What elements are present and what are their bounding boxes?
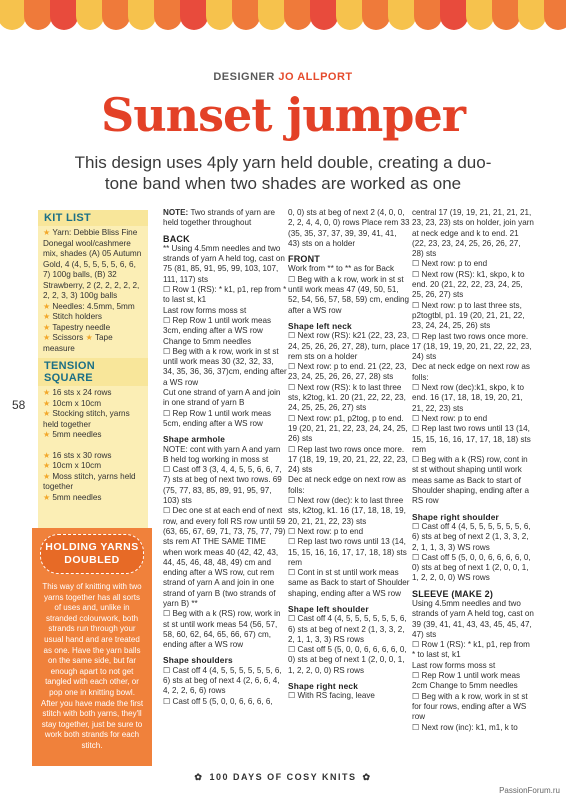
designer-credit bbox=[0, 71, 566, 83]
instruction-text: NOTE: cont with yarn A and yarn B held tog working in moss st bbox=[163, 444, 281, 464]
tension-item: ★ Moss stitch, yarns held together bbox=[43, 471, 136, 491]
instruction-text: ☐ Cast off 5 (5, 0, 0, 6, 6, 6, 6, 0, 0) sts at beg of next 1 (2, 0, 0, 1, 1, 2, 2, 0, 0) WS rows bbox=[412, 552, 531, 583]
scallop bbox=[362, 0, 390, 30]
instruction-text: ☐ Cast off 4 (4, 5, 5, 5, 5, 5, 5, 6, 6) sts at beg of next 2 (1, 3, 3, 2, 2, 1, 1, 3, 3) RS rows bbox=[288, 614, 407, 644]
instruction-text: ☐ Beg with a k row, work in st st for four rows, ending after a WS row bbox=[412, 691, 528, 722]
scallop bbox=[492, 0, 520, 30]
section-heading: FRONT bbox=[288, 254, 320, 265]
scallop-border bbox=[0, 0, 566, 38]
scallop bbox=[544, 0, 566, 30]
section-heading: Shape right neck bbox=[288, 681, 359, 692]
kit-list-heading: KIT LIST bbox=[38, 210, 148, 226]
watermark: PassionForum.ru bbox=[499, 786, 560, 795]
section-heading: SLEEVE (MAKE 2) bbox=[412, 588, 494, 599]
scallop bbox=[154, 0, 182, 30]
instruction-text: Dec at neck edge on next row as folls: bbox=[412, 362, 530, 382]
instruction-text: ☐ Cast off 5 (5, 0, 0, 6, 6, 6, 6, 0, 0) sts at beg of next 1 (2, 0, 0, 1, 1, 2, 2, 0, 0) RS rows bbox=[288, 645, 407, 675]
star-icon: ★ bbox=[43, 461, 51, 470]
tension-list bbox=[38, 386, 148, 507]
scallop bbox=[102, 0, 130, 30]
scallop bbox=[388, 0, 416, 30]
instruction-text: ☐ Next row: p1, p2tog, p to end. 19 (20, 21, 21, 22, 23, 24, 24, 25, 26) sts bbox=[288, 413, 408, 444]
section-heading: Shape left shoulder bbox=[288, 603, 369, 614]
instruction-text: ☐ Next row (RS): k1, skpo, k to end. 20 (21, 22, 22, 23, 24, 25, 25, 26, 27) sts bbox=[412, 269, 525, 300]
star-icon: ★ bbox=[43, 471, 51, 481]
flower-icon: ✿ bbox=[194, 772, 204, 782]
star-icon: ★ bbox=[43, 409, 51, 418]
star-icon: ★ bbox=[43, 398, 51, 408]
star-icon: ★ bbox=[43, 312, 51, 321]
instruction-text: Work from ** to ** as for Back bbox=[288, 264, 395, 274]
instruction-text: Using 4.5mm needles and two strands of yarn A held tog, cast on 39 (39, 41, 41, 43, 43, 45, 45, 47, 47) sts bbox=[412, 598, 534, 639]
instruction-text: ☐ Next row (RS): k21 (22, 23, 23, 24, 25, 26, 26, 27, 28), turn, place rem sts on a holder bbox=[288, 331, 410, 361]
designer-label: DESIGNER bbox=[213, 71, 275, 83]
star-icon: ★ bbox=[85, 333, 93, 342]
scallop bbox=[466, 0, 494, 30]
section-heading: Shape armhole bbox=[163, 434, 226, 445]
instruction-text: ☐ Beg with a k row, work in st st until work meas 47 (49, 50, 51, 52, 54, 56, 57, 58, 59) cm, ending after a WS row bbox=[288, 274, 410, 315]
instruction-text: ☐ Cont in st st until work meas same as Back to start of Shoulder shaping, ending after a WS row bbox=[288, 568, 410, 598]
instruction-text: ☐ Row 1 (RS): * k1, p1, rep from * to last st, k1 bbox=[412, 640, 530, 660]
star-icon: ★ bbox=[43, 301, 51, 311]
star-icon: ★ bbox=[43, 322, 51, 332]
star-icon: ★ bbox=[43, 333, 51, 342]
instruction-text: ☐ Next row: p to end bbox=[412, 413, 488, 423]
scallop bbox=[0, 0, 26, 30]
page-footer: ✿ 100 DAYS OF COSY KNITS ✿ bbox=[194, 772, 372, 782]
instruction-text: 0, 0) sts at beg of next 2 (4, 0, 0, 2, 2, 4, 4, 0, 0) rows Place rem 33 (35, 35, 37, 37, 39, 39, 41, 41, 43) sts on a holder bbox=[288, 208, 410, 248]
flower-icon: ✿ bbox=[362, 772, 372, 782]
star-icon: ★ bbox=[43, 492, 51, 502]
instruction-text: ☐ Rep Row 1 until work meas 5cm, ending after a WS row bbox=[163, 408, 272, 428]
instruction-text: ☐ Cast off 3 (3, 4, 4, 5, 5, 6, 6, 7, 7) sts at beg of next two rows. 69 (75, 77, 83, 85, 89, 91, 95, 97, 103) sts bbox=[163, 465, 282, 506]
instruction-text: ☐ Cast off 4 (4, 5, 5, 5, 5, 5, 5, 6, 6) sts at beg of next 4 (2, 6, 6, 4, 4, 2, 2, 6, 6) rows bbox=[163, 665, 282, 696]
instruction-text: central 17 (19, 19, 21, 21, 21, 21, 23, 23, 23) sts on holder, join yarn at neck edge and k to end. 21 (22, 23, 23, 24, 25, 26, 26, 27, 28) sts bbox=[412, 208, 534, 259]
instruction-text: ** Using 4.5mm needles and two strands of yarn A held tog, cast on 75 (81, 85, 91, 95, 99, 103, 107, 111, 117) sts bbox=[163, 243, 285, 284]
instruction-text: ☐ Cast off 4 (4, 5, 5, 5, 5, 5, 5, 6, 6) sts at beg of next 2 (1, 3, 3, 2, 2, 1, 1, 3, 3) WS rows bbox=[412, 521, 531, 552]
holding-yarns-text: This way of knitting with two yarns together has all sorts of uses and, unlike in stranded colourwork, both strands run through your usual hand and are treated as one. Have the yarn balls on the same side, but far enough apart to not get tangled with each other, or pop one in knitting bowl. After you have made the first stitch with both yarns, they'll stay together, just be sure to work both strands for each stitch. bbox=[40, 582, 144, 750]
star-icon: ★ bbox=[43, 450, 51, 460]
kit-item: ★ Needles: 4.5mm, 5mm bbox=[43, 301, 135, 311]
tension-item: ★ Stocking stitch, yarns held together bbox=[43, 409, 130, 429]
note-label: NOTE: bbox=[163, 208, 189, 217]
holding-yarns-heading: HOLDING YARNS DOUBLED bbox=[40, 534, 144, 574]
instruction-text: ☐ Rep last two rows until 13 (14, 15, 15, 16, 16, 17, 17, 18, 18) sts rem bbox=[288, 537, 407, 567]
instruction-text: Last row forms moss st bbox=[412, 660, 496, 670]
star-icon: ★ bbox=[43, 388, 51, 397]
scallop bbox=[50, 0, 78, 30]
instruction-text: ☐ Rep Row 1 until work meas 2cm Change to 5mm needles bbox=[412, 671, 521, 691]
scallop bbox=[284, 0, 312, 30]
instruction-text: ☐ Next row (RS): k to last three sts, k2tog, k1. 20 (21, 22, 22, 23, 24, 25, 25, 26, 27) sts bbox=[288, 382, 406, 413]
page-subtitle: This design uses 4ply yarn held double, creating a duo-tone band when two shades are worked as one bbox=[74, 153, 492, 193]
page-title: Sunset jumper bbox=[101, 88, 465, 142]
star-icon: ★ bbox=[43, 430, 51, 439]
pattern-column-1 bbox=[163, 208, 287, 707]
instruction-text: ☐ Beg with a k row, work in st st until work meas 30 (32, 32, 33, 34, 35, 36, 36, 37)cm, ending after a WS row bbox=[163, 346, 287, 387]
kit-item: ★ Stitch holders bbox=[43, 312, 102, 321]
scallop bbox=[24, 0, 52, 30]
instruction-text: ☐ Dec one st at each end of next row, and every foll RS row until 59 (63, 65, 67, 69, 71, 73, 75, 77, 79) sts rem AT THE SAME TIME when work meas 40 (42, 42, 43, 44, 45, 46, 48, 48, 49) cm and ending after a WS row, cut rem strand of yarn A and join in one strand of yarn B (two strands of yarn B) ** bbox=[163, 506, 286, 608]
scallop bbox=[206, 0, 234, 30]
scallop bbox=[258, 0, 286, 30]
tension-item: ★ 16 sts x 30 rows bbox=[43, 450, 112, 460]
kit-item: ★ Scissors ★ Tape measure bbox=[43, 333, 113, 353]
tension-item: ★ 10cm x 10cm bbox=[43, 461, 102, 470]
tension-item: ★ 10cm x 10cm bbox=[43, 398, 102, 408]
instruction-text: ☐ Next row: p to end. 21 (22, 23, 23, 24, 25, 26, 26, 27, 28) sts bbox=[288, 362, 407, 382]
instruction-text: Cut one strand of yarn A and join in one strand of yarn B bbox=[163, 388, 281, 408]
instruction-text: ☐ Rep last two rows once more. 17 (18, 19, 19, 20, 21, 22, 22, 23, 24) sts bbox=[288, 444, 408, 475]
instruction-text: ☐ With RS facing, leave bbox=[288, 691, 375, 701]
instruction-text: ☐ Rep last two rows once more. 17 (18, 19, 19, 20, 21, 22, 22, 23, 24) sts bbox=[412, 331, 532, 362]
scallop bbox=[128, 0, 156, 30]
instruction-text: ☐ Next row: p to end bbox=[412, 259, 488, 269]
instruction-text: ☐ Next row (dec):k1, skpo, k to end. 16 (17, 18, 18, 19, 20, 21, 21, 22, 23) sts bbox=[412, 383, 525, 413]
instruction-text: Two strands of yarn are held together throughout bbox=[163, 208, 276, 228]
scallop bbox=[336, 0, 364, 30]
scallop bbox=[440, 0, 468, 30]
scallop bbox=[76, 0, 104, 30]
section-heading: Shape left neck bbox=[288, 320, 352, 331]
instruction-text: ☐ Rep Row 1 until work meas 3cm, ending after a WS row Change to 5mm needles bbox=[163, 315, 272, 346]
holding-yarns-box bbox=[32, 528, 152, 766]
section-heading: BACK bbox=[163, 233, 190, 244]
scallop bbox=[232, 0, 260, 30]
instruction-text: ☐ Cast off 5 (5, 0, 0, 6, 6, 6, 6, bbox=[163, 696, 273, 706]
instruction-text: Last row forms moss st bbox=[163, 305, 247, 315]
section-heading: Shape shoulders bbox=[163, 655, 233, 666]
tension-heading: TENSION SQUARE bbox=[38, 358, 148, 386]
kit-item: ★ Yarn: Debbie Bliss Fine Donegal wool/cashmere mix, shades (A) 05 Autumn Gold, 4 (4, 5, 5, 5, 5, 6, 6, 7) 100g balls, (B) 32 Strawberry, 2 (2, 2, 2, 2, 2, 2, 2, 3, 3) 100g balls bbox=[43, 228, 142, 300]
instruction-text: ☐ Beg with a k (RS) row, cont in st st without shaping until work meas same as Back to start of Shoulder shaping, ending after a RS row bbox=[412, 455, 529, 506]
scallop bbox=[180, 0, 208, 30]
instruction-text: ☐ Next row (inc): k1, m1, k to bbox=[412, 722, 518, 732]
instruction-text: ☐ Next row: p to last three sts, p2togtbl, p1. 19 (20, 21, 21, 22, 23, 24, 24, 25, 26) sts bbox=[412, 300, 525, 331]
scallop bbox=[310, 0, 338, 30]
instruction-text: ☐ Next row (dec): k to last three sts, k2tog, k1. 16 (17, 18, 18, 19, 20, 21, 21, 22, 23) sts bbox=[288, 496, 406, 526]
tension-item: ★ 16 sts x 24 rows bbox=[43, 388, 112, 397]
scallop bbox=[414, 0, 442, 30]
instruction-text: ☐ Rep last two rows until 13 (14, 15, 15, 16, 16, 17, 17, 18, 18) sts rem bbox=[412, 424, 531, 454]
kit-list bbox=[38, 226, 148, 358]
star-icon: ★ bbox=[43, 228, 51, 237]
tension-item: ★ 5mm needles bbox=[43, 430, 102, 439]
kit-item: ★ Tapestry needle bbox=[43, 322, 111, 332]
page-number: 58 bbox=[12, 398, 26, 412]
section-heading: Shape right shoulder bbox=[412, 511, 499, 522]
instruction-text: ☐ Beg with a k (RS) row, work in st st until work meas 54 (56, 57, 58, 60, 62, 64, 65, 66, 67) cm, ending after a WS row bbox=[163, 609, 281, 650]
pattern-column-2 bbox=[288, 208, 410, 702]
instruction-text: ☐ Next row: p to end bbox=[288, 526, 364, 536]
instruction-text: ☐ Row 1 (RS): * k1, p1, rep from * to last st, k1 bbox=[163, 285, 287, 305]
instruction-text: Dec at neck edge on next row as folls: bbox=[288, 475, 406, 495]
tension-item: ★ 5mm needles bbox=[43, 492, 102, 502]
pattern-column-3 bbox=[412, 208, 534, 733]
scallop bbox=[518, 0, 546, 30]
designer-name: JO ALLPORT bbox=[278, 71, 353, 83]
